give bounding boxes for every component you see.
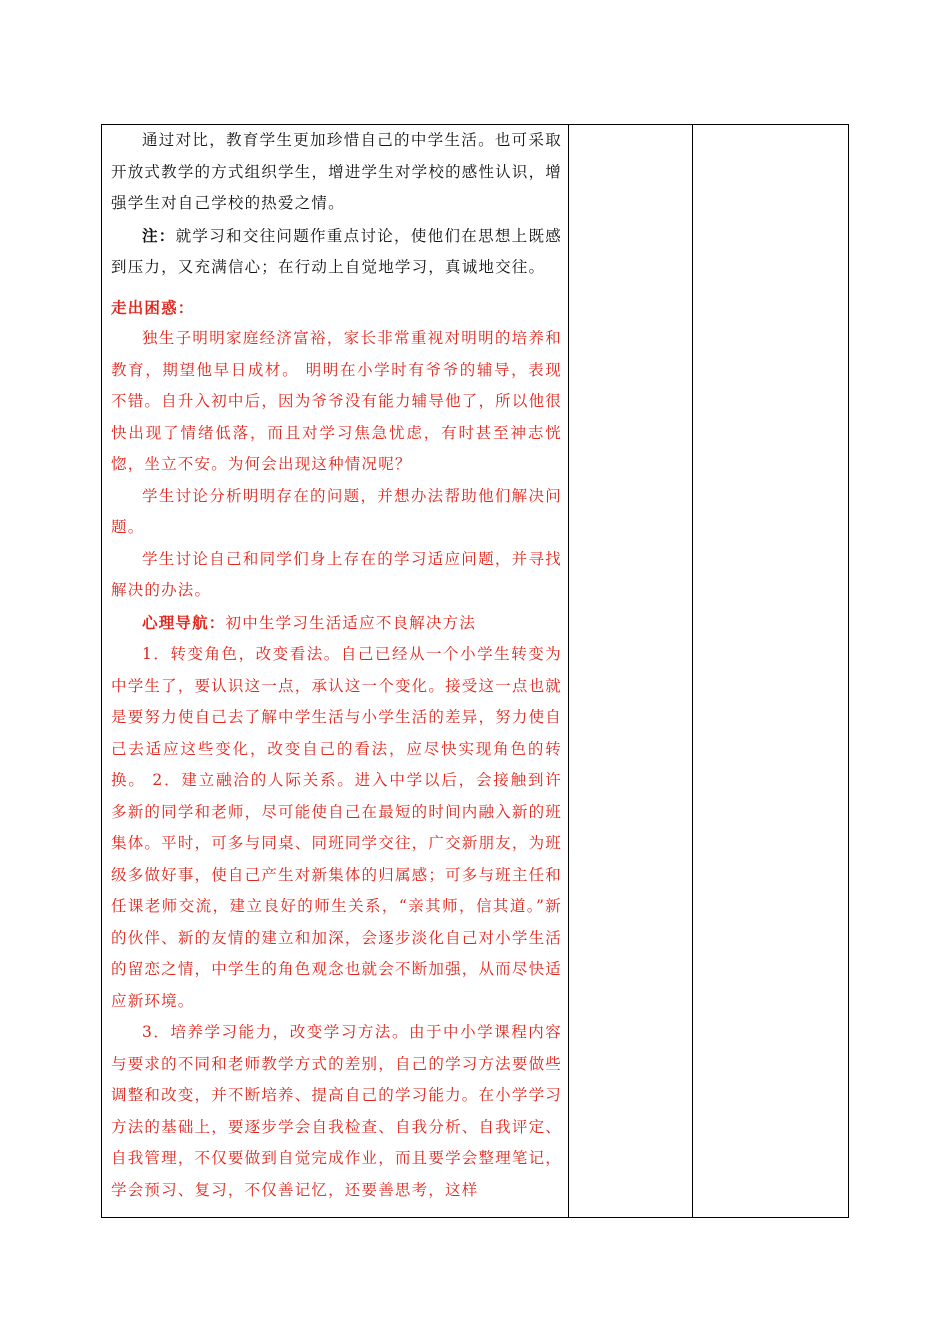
paragraph-discussion-1: 学生讨论分析明明存在的问题，并想办法帮助他们解决问题。 [111, 486, 562, 536]
lesson-plan-table [101, 124, 849, 1218]
paragraph-guidance [111, 607, 562, 640]
guidance-label: 心理导航： [142, 612, 226, 632]
guidance-text: 初中生学习生活适应不良解决方法 [225, 613, 477, 632]
paragraph-discussion-2: 学生讨论自己和同学们身上存在的学习适应问题，并寻找解决的办法。 [111, 549, 562, 599]
note-text: 就学习和交往问题作重点讨论，使他们在思想上既感到压力，又充满信心；在行动上自觉地学习，真诚地交往。 [111, 226, 562, 276]
empty-cell-right [693, 125, 849, 1218]
content-cell [102, 125, 569, 1218]
paragraph-method-3: 3．培养学习能力，改变学习方法。由于中小学课程内容与要求的不同和老师教学方式的差别，自己的学习方法要做些调整和改变，并不断培养、提高自己的学习能力。在小学学习方法的基础上，要逐步学会自我检查、自我分析、自我评定、自我管理，不仅要做到自觉完成作业，而且要学会整理笔记，学会预习、复习，不仅善记忆，还要善思考，这样 [111, 1023, 562, 1199]
section-heading: 走出困惑： [111, 297, 195, 317]
paragraph-case: 独生子明明家庭经济富裕，家长非常重视对明明的培养和教育，期望他早日成材。 明明在小学时有爷爷的辅导，表现不错。自升入初中后，因为爷爷没有能力辅导他了，所以他很快出现了情绪低落，而且对学习焦急忧虑，有时甚至神志恍惚，坐立不安。为何会出现这种情况呢？ [111, 329, 562, 473]
paragraph-method-1-2: 1．转变角色，改变看法。自己已经从一个小学生转变为中学生了，要认识这一点，承认这一个变化。接受这一点也就是要努力使自己去了解中学生活与小学生活的差异，努力使自己去适应这些变化，改变自己的看法，应尽快实现角色的转换。 2．建立融洽的人际关系。进入中学以后，会接触到许多新的同学和老师，尽可能使自己在最短的时间内融入新的班集体。平时，可多与同桌、同班同学交往，广交新朋友，为班级多做好事，使自己产生对新集体的归属感；可多与班主任和任课老师交流，建立良好的师生关系，“亲其师，信其道。”新的伙伴、新的友情的建立和加深，会逐步淡化自己对小学生活的留恋之情，中学生的角色观念也就会不断加强，从而尽快适应新环境。 [111, 645, 562, 1010]
table-row [102, 125, 849, 1218]
paragraph-note [111, 220, 562, 284]
note-label: 注： [142, 225, 176, 245]
empty-cell-middle [569, 125, 693, 1218]
paragraph-comparison: 通过对比，教育学生更加珍惜自己的中学生活。也可采取开放式教学的方式组织学生，增进学生对学校的感性认识，增强学生对自己学校的热爱之情。 [111, 131, 562, 212]
content-text [102, 125, 568, 1217]
